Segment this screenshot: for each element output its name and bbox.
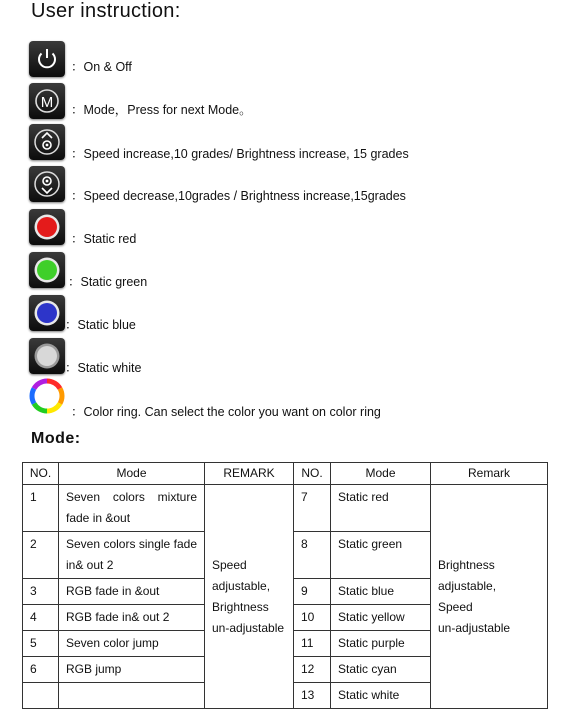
remark-line: un-adjustable: [212, 620, 285, 635]
cell-mode: Seven colors single fade in& out 2: [59, 532, 205, 579]
instruction-static-red: [29, 209, 569, 245]
cell-mode: RGB fade in &out: [59, 579, 205, 605]
cell-mode: Static yellow: [331, 605, 431, 631]
cell-mode: Seven color jump: [59, 631, 205, 657]
cell-mode: Static purple: [331, 631, 431, 657]
header-remark: Remark: [431, 463, 548, 485]
right-remark-cell: [431, 485, 548, 709]
remark-line: un-adjustable: [438, 620, 511, 635]
cell-no: 2: [23, 532, 59, 579]
cell-no: 9: [294, 579, 331, 605]
table-row: [23, 485, 548, 532]
cell-mode: Static white: [331, 683, 431, 709]
cell-no: 13: [294, 683, 331, 709]
header-remark: REMARK: [205, 463, 294, 485]
speed-decrease-icon: [29, 166, 65, 202]
cell-mode-empty: [59, 683, 205, 709]
remark-line: Speed: [438, 599, 473, 614]
cell-no: 4: [23, 605, 59, 631]
left-remark-cell: [205, 485, 294, 709]
header-no: NO.: [294, 463, 331, 485]
cell-no: 3: [23, 579, 59, 605]
instruction-static-green: [29, 252, 569, 288]
white-button-icon: [29, 338, 65, 374]
remark-line: Brightness: [212, 599, 269, 614]
cell-no-empty: [23, 683, 59, 709]
instruction-static-white: [29, 338, 569, 374]
remark-line: adjustable,: [212, 578, 271, 593]
instruction-color-ring: [29, 378, 569, 419]
instruction-text: ：Speed increase,10 grades/ Brightness increase, 15 grades: [71, 147, 409, 161]
cell-no: 11: [294, 631, 331, 657]
blue-button-icon: [29, 295, 65, 331]
red-button-icon: [29, 209, 65, 245]
cell-no: 10: [294, 605, 331, 631]
cell-no: 5: [23, 631, 59, 657]
cell-mode: Static cyan: [331, 657, 431, 683]
speed-increase-icon: [29, 124, 65, 160]
cell-mode: RGB fade in& out 2: [59, 605, 205, 631]
instruction-text: ：Static red: [71, 232, 137, 246]
remark-line: Brightness: [438, 557, 495, 572]
header-no: NO.: [23, 463, 59, 485]
instruction-text: ：Static blue: [65, 318, 136, 332]
cell-no: 6: [23, 657, 59, 683]
remark-line: adjustable,: [438, 578, 497, 593]
mode-table: [22, 462, 548, 709]
cell-mode: Static green: [331, 532, 431, 579]
instruction-speed-decrease: [29, 166, 569, 202]
header-mode: Mode: [331, 463, 431, 485]
instruction-text: ：On & Off: [71, 60, 132, 74]
cell-mode: Static red: [331, 485, 431, 532]
table-header-row: [23, 463, 548, 485]
green-button-icon: [29, 252, 65, 288]
mode-m-icon: [29, 83, 65, 119]
instruction-mode: [29, 83, 569, 119]
mode-heading: Mode:: [31, 430, 81, 447]
header-mode: Mode: [59, 463, 205, 485]
cell-mode: RGB jump: [59, 657, 205, 683]
remark-line: Speed: [212, 557, 247, 572]
cell-no: 12: [294, 657, 331, 683]
page-title: User instruction:: [31, 0, 181, 22]
instruction-text: ：Mode，Press for next Mode。: [71, 103, 252, 117]
cell-mode: Seven colors mixture fade in &out: [59, 485, 205, 532]
instruction-text: ：Static white: [65, 361, 142, 375]
cell-no: 8: [294, 532, 331, 579]
instruction-text: ：Color ring. Can select the color you want on color ring: [71, 405, 381, 419]
svg-text:M: M: [40, 94, 54, 111]
instruction-text: ：Static green: [68, 275, 148, 289]
color-ring-icon: [29, 378, 65, 414]
instruction-on-off: [29, 41, 569, 77]
instruction-text: ：Speed decrease,10grades / Brightness increase,15grades: [71, 189, 406, 203]
instruction-static-blue: [29, 295, 569, 331]
instruction-speed-increase: [29, 124, 569, 160]
cell-no: 7: [294, 485, 331, 532]
power-icon: [29, 41, 65, 77]
cell-mode: Static blue: [331, 579, 431, 605]
cell-no: 1: [23, 485, 59, 532]
